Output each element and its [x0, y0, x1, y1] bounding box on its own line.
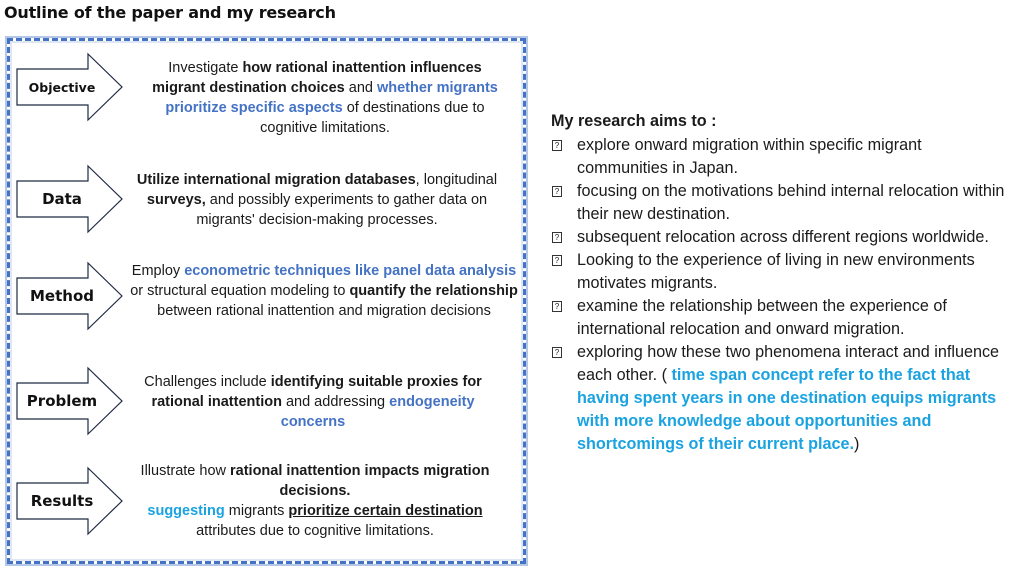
research-aims-heading: My research aims to :: [551, 112, 717, 130]
list-item: ? exploring how these two phenomena interact and influence each other. ( time span concept refer to the fact that having spent years in one destination equips migrants with more knowledge about opportunities and shortcomings of their current place.): [551, 341, 1011, 456]
objective-description: [140, 58, 510, 138]
description-segment: Employ: [131, 263, 185, 279]
description-segment: and: [344, 80, 377, 96]
bullet-icon: ?: [552, 232, 562, 243]
description-segment: rational inattention impacts migration decisions.: [230, 463, 490, 499]
list-item: ? Looking to the experience of living in new environments motivates migrants.: [551, 249, 1011, 295]
description-segment: surveys,: [146, 192, 206, 208]
arrow-label-results: Results: [30, 492, 94, 510]
description-segment: econometric techniques like panel data analysis: [184, 263, 517, 279]
description-segment: whether migrants prioritize specific aspects: [165, 80, 498, 116]
list-item: ? subsequent relocation across different regions worldwide.: [551, 226, 1011, 249]
arrow-label-problem: Problem: [26, 392, 98, 410]
description-segment: between rational inattention and migration decisions: [157, 303, 491, 319]
description-segment: identifying suitable proxies for rational inattention: [151, 374, 482, 410]
bullet-icon: ?: [552, 186, 562, 197]
arrow-label-objective: Objective: [28, 79, 96, 95]
description-segment: attributes due to cognitive limitations.: [196, 523, 434, 539]
arrow-data: [16, 164, 124, 234]
arrow-label-data: Data: [42, 190, 82, 208]
list-item: ? examine the relationship between the experience of international relocation and onward migration.: [551, 295, 1011, 341]
description-segment: prioritize certain destination: [288, 503, 483, 519]
arrow-method: [16, 261, 124, 331]
description-segment: of destinations due to cognitive limitations.: [260, 100, 485, 136]
description-segment: Challenges include: [144, 374, 271, 390]
description-segment: , longitudinal: [415, 172, 498, 188]
time-span-note: time span concept refer to the fact that having spent years in one destination equips migrants with more knowledge about opportunities and shortcomings of their current place.: [577, 366, 997, 453]
description-segment: migrants: [224, 503, 289, 519]
description-segment: Utilize international migration databases: [136, 172, 416, 188]
bullet-icon: ?: [552, 301, 562, 312]
description-segment: and possibly experiments to gather data on migrants' decision-making processes.: [196, 192, 488, 228]
arrow-objective: [16, 52, 124, 122]
description-segment: suggesting: [147, 503, 225, 519]
description-segment: quantify the relationship: [349, 283, 518, 299]
description-segment: Investigate: [168, 60, 243, 76]
data-description: [132, 170, 502, 230]
arrow-results: [16, 466, 124, 536]
results-description: [126, 461, 504, 541]
problem-description: [132, 372, 494, 432]
arrow-problem: [16, 366, 124, 436]
research-aims: [551, 110, 1011, 456]
page-title: Outline of the paper and my research: [4, 3, 336, 22]
description-segment: and addressing: [281, 394, 390, 410]
description-segment: how rational inattention influences migrant destination choices: [152, 60, 482, 96]
bullet-icon: ?: [552, 140, 562, 151]
description-segment: endogeneity concerns: [280, 394, 475, 430]
list-item: ? explore onward migration within specific migrant communities in Japan.: [551, 134, 1011, 180]
method-description: [126, 261, 522, 321]
list-item: ? focusing on the motivations behind internal relocation within their new destination.: [551, 180, 1011, 226]
description-segment: or structural equation modeling to: [130, 283, 350, 299]
arrow-label-method: Method: [30, 287, 94, 305]
description-segment: Illustrate how: [140, 463, 231, 479]
research-aims-list: [551, 134, 1011, 456]
bullet-icon: ?: [552, 255, 562, 266]
bullet-icon: ?: [552, 347, 562, 358]
